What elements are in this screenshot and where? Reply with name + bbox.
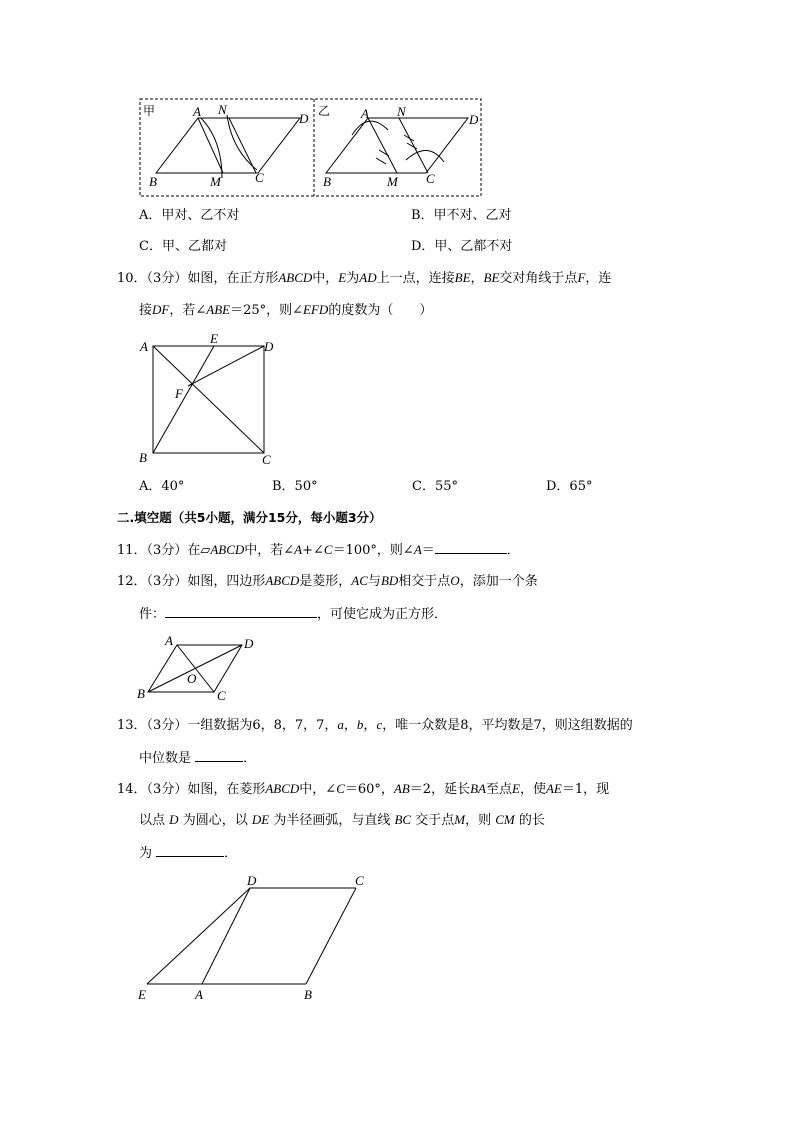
q14-line-cb xyxy=(306,888,356,984)
q9-option-c: C．甲、乙都对 xyxy=(139,239,227,254)
jia-label-d: D xyxy=(299,111,309,126)
jia-label-m: M xyxy=(210,174,221,189)
q14-label-d: D xyxy=(247,873,257,888)
q12-label-c: C xyxy=(217,688,226,703)
yi-label-c: C xyxy=(426,171,435,186)
q10-option-b: B．50° xyxy=(272,479,318,494)
q9-option-d: D．甲、乙都不对 xyxy=(411,239,513,254)
yi-label-b: B xyxy=(323,174,331,189)
q10-label-d: D xyxy=(264,339,274,354)
q14-line3: 为 ． xyxy=(139,846,238,861)
q14-line2: 以点 D 为圆心，以 DE 为半径画弧，与直线 BC 交于点M，则 CM 的长 xyxy=(139,812,545,828)
q9-option-a: A．甲对、乙不对 xyxy=(139,208,240,223)
yi-label-d: D xyxy=(469,112,479,127)
q12-label-a: A xyxy=(165,633,173,648)
q12-line2: 件： ，可使它成为正方形． xyxy=(139,607,448,622)
q14-line-ed xyxy=(147,888,250,984)
q14-label-e: E xyxy=(138,987,146,1002)
yi-label-n: N xyxy=(397,104,406,119)
q10-label-b: B xyxy=(139,450,147,465)
q10-label-e: E xyxy=(210,331,218,346)
q13-line2: 中位数是 ． xyxy=(139,751,257,766)
q11-text: 11．（3分）在▱ABCD中，若∠A+∠C＝100°，则∠A＝ ． xyxy=(117,542,520,558)
q10-option-a: A．40° xyxy=(139,479,185,494)
q14-line1: 14．（3分）如图，在菱形ABCD中，∠C＝60°，AB＝2，延长BA至点E，使AE＝1，现 xyxy=(117,781,610,797)
q14-label-a: A xyxy=(195,987,203,1002)
q12-label-b: B xyxy=(137,686,145,701)
yi-label-a: A xyxy=(361,106,369,121)
q14-line-ad xyxy=(202,888,250,984)
yi-label: 乙 xyxy=(318,104,331,118)
q10-option-d: D．65° xyxy=(546,479,593,494)
jia-label-c: C xyxy=(255,170,264,185)
q10-label-f: F xyxy=(175,386,183,401)
jia-label-n: N xyxy=(218,102,227,117)
q14-label-c: C xyxy=(355,873,364,888)
q13-line1: 13．（3分）一组数据为6，8，7，7，a，b，c，唯一众数是8，平均数是7，则这组数据的 xyxy=(117,717,633,733)
q12-label-o: O xyxy=(187,671,197,686)
q10-label-c: C xyxy=(262,452,271,467)
q10-line2: 接DF，若∠ABE＝25°，则∠EFD的度数为（ ） xyxy=(139,302,433,318)
q10-option-c: C．55° xyxy=(412,479,458,494)
jia-label: 甲 xyxy=(143,104,156,118)
q10-line1: 10．（3分）如图，在正方形ABCD中，E为AD上一点，连接BE，BE交对角线于点F，连 xyxy=(117,270,612,286)
q10-label-a: A xyxy=(140,339,148,354)
jia-label-b: B xyxy=(149,174,157,189)
q14-label-b: B xyxy=(304,987,312,1002)
q12-label-d: D xyxy=(244,636,254,651)
q9-option-b: B．甲不对、乙对 xyxy=(411,208,512,223)
q12-line1: 12．（3分）如图，四边形ABCD是菱形，AC与BD相交于点O，添加一个条 xyxy=(117,573,538,589)
yi-label-m: M xyxy=(387,174,398,189)
section-2-title: 二.填空题（共5小题，满分15分，每小题3分） xyxy=(117,510,382,525)
jia-label-a: A xyxy=(193,104,201,119)
